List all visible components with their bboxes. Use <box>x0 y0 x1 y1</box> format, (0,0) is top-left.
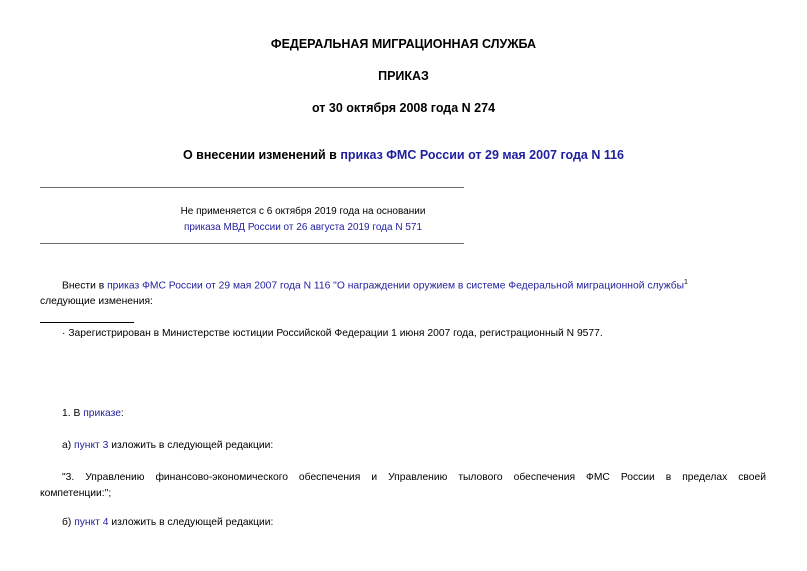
doc-date-number: от 30 октября 2008 года N 274 <box>311 101 496 115</box>
document-title <box>0 148 807 162</box>
intro-continuation: следующие изменения: <box>40 296 153 307</box>
item-b-link[interactable]: пункт 4 <box>74 517 109 528</box>
item-1 <box>62 408 124 419</box>
item-b-prefix: б) <box>62 517 75 528</box>
intro-prefix: Внести в <box>62 280 108 292</box>
intro-link[interactable]: приказ ФМС России от 29 мая 2007 года N 116 "О награждении оружием в системе Федеральной миграционной службы <box>107 280 685 292</box>
divider-bottom <box>40 243 464 244</box>
footnote-text: Зарегистрирован в Министерстве юстиции Российской Федерации 1 июня 2007 года, регистрационный N 9577. <box>68 328 603 339</box>
item-1-link[interactable]: приказе <box>83 408 121 419</box>
title-link[interactable]: приказ ФМС России от 29 мая 2007 года N 116 <box>340 148 624 162</box>
agency-heading: ФЕДЕРАЛЬНАЯ МИГРАЦИОННАЯ СЛУЖБА <box>270 37 537 51</box>
item-a-suffix: изложить в следующей редакции: <box>108 440 274 451</box>
status-note-link[interactable]: приказа МВД России от 26 августа 2019 года N 571 <box>183 222 423 233</box>
quote-line-1: "3. Управлению финансово-экономического обеспечения и Управлению тылового обеспечения ФМС России в пределах своей <box>62 472 766 483</box>
footnote-reference[interactable]: 1 <box>684 279 688 286</box>
item-b-suffix: изложить в следующей редакции: <box>108 517 274 528</box>
quote-line-2: компетенции:"; <box>40 488 112 499</box>
item-a-prefix: а) <box>62 440 75 451</box>
item-a <box>62 440 273 451</box>
item-1-prefix: 1. В <box>62 408 84 419</box>
doc-type-heading: ПРИКАЗ <box>378 69 429 83</box>
divider-top <box>40 187 464 188</box>
status-note-line2 <box>40 222 566 233</box>
footnote-mark: · <box>62 328 66 339</box>
footnote <box>62 328 603 339</box>
item-b <box>62 517 273 528</box>
item-1-suffix: : <box>120 408 124 419</box>
status-note-line1: Не применяется с 6 октября 2019 года на основании <box>180 206 426 217</box>
title-prefix: О внесении изменений в <box>182 148 341 162</box>
intro-paragraph <box>62 279 688 291</box>
item-a-link[interactable]: пункт 3 <box>74 440 109 451</box>
footnote-divider <box>40 322 134 323</box>
